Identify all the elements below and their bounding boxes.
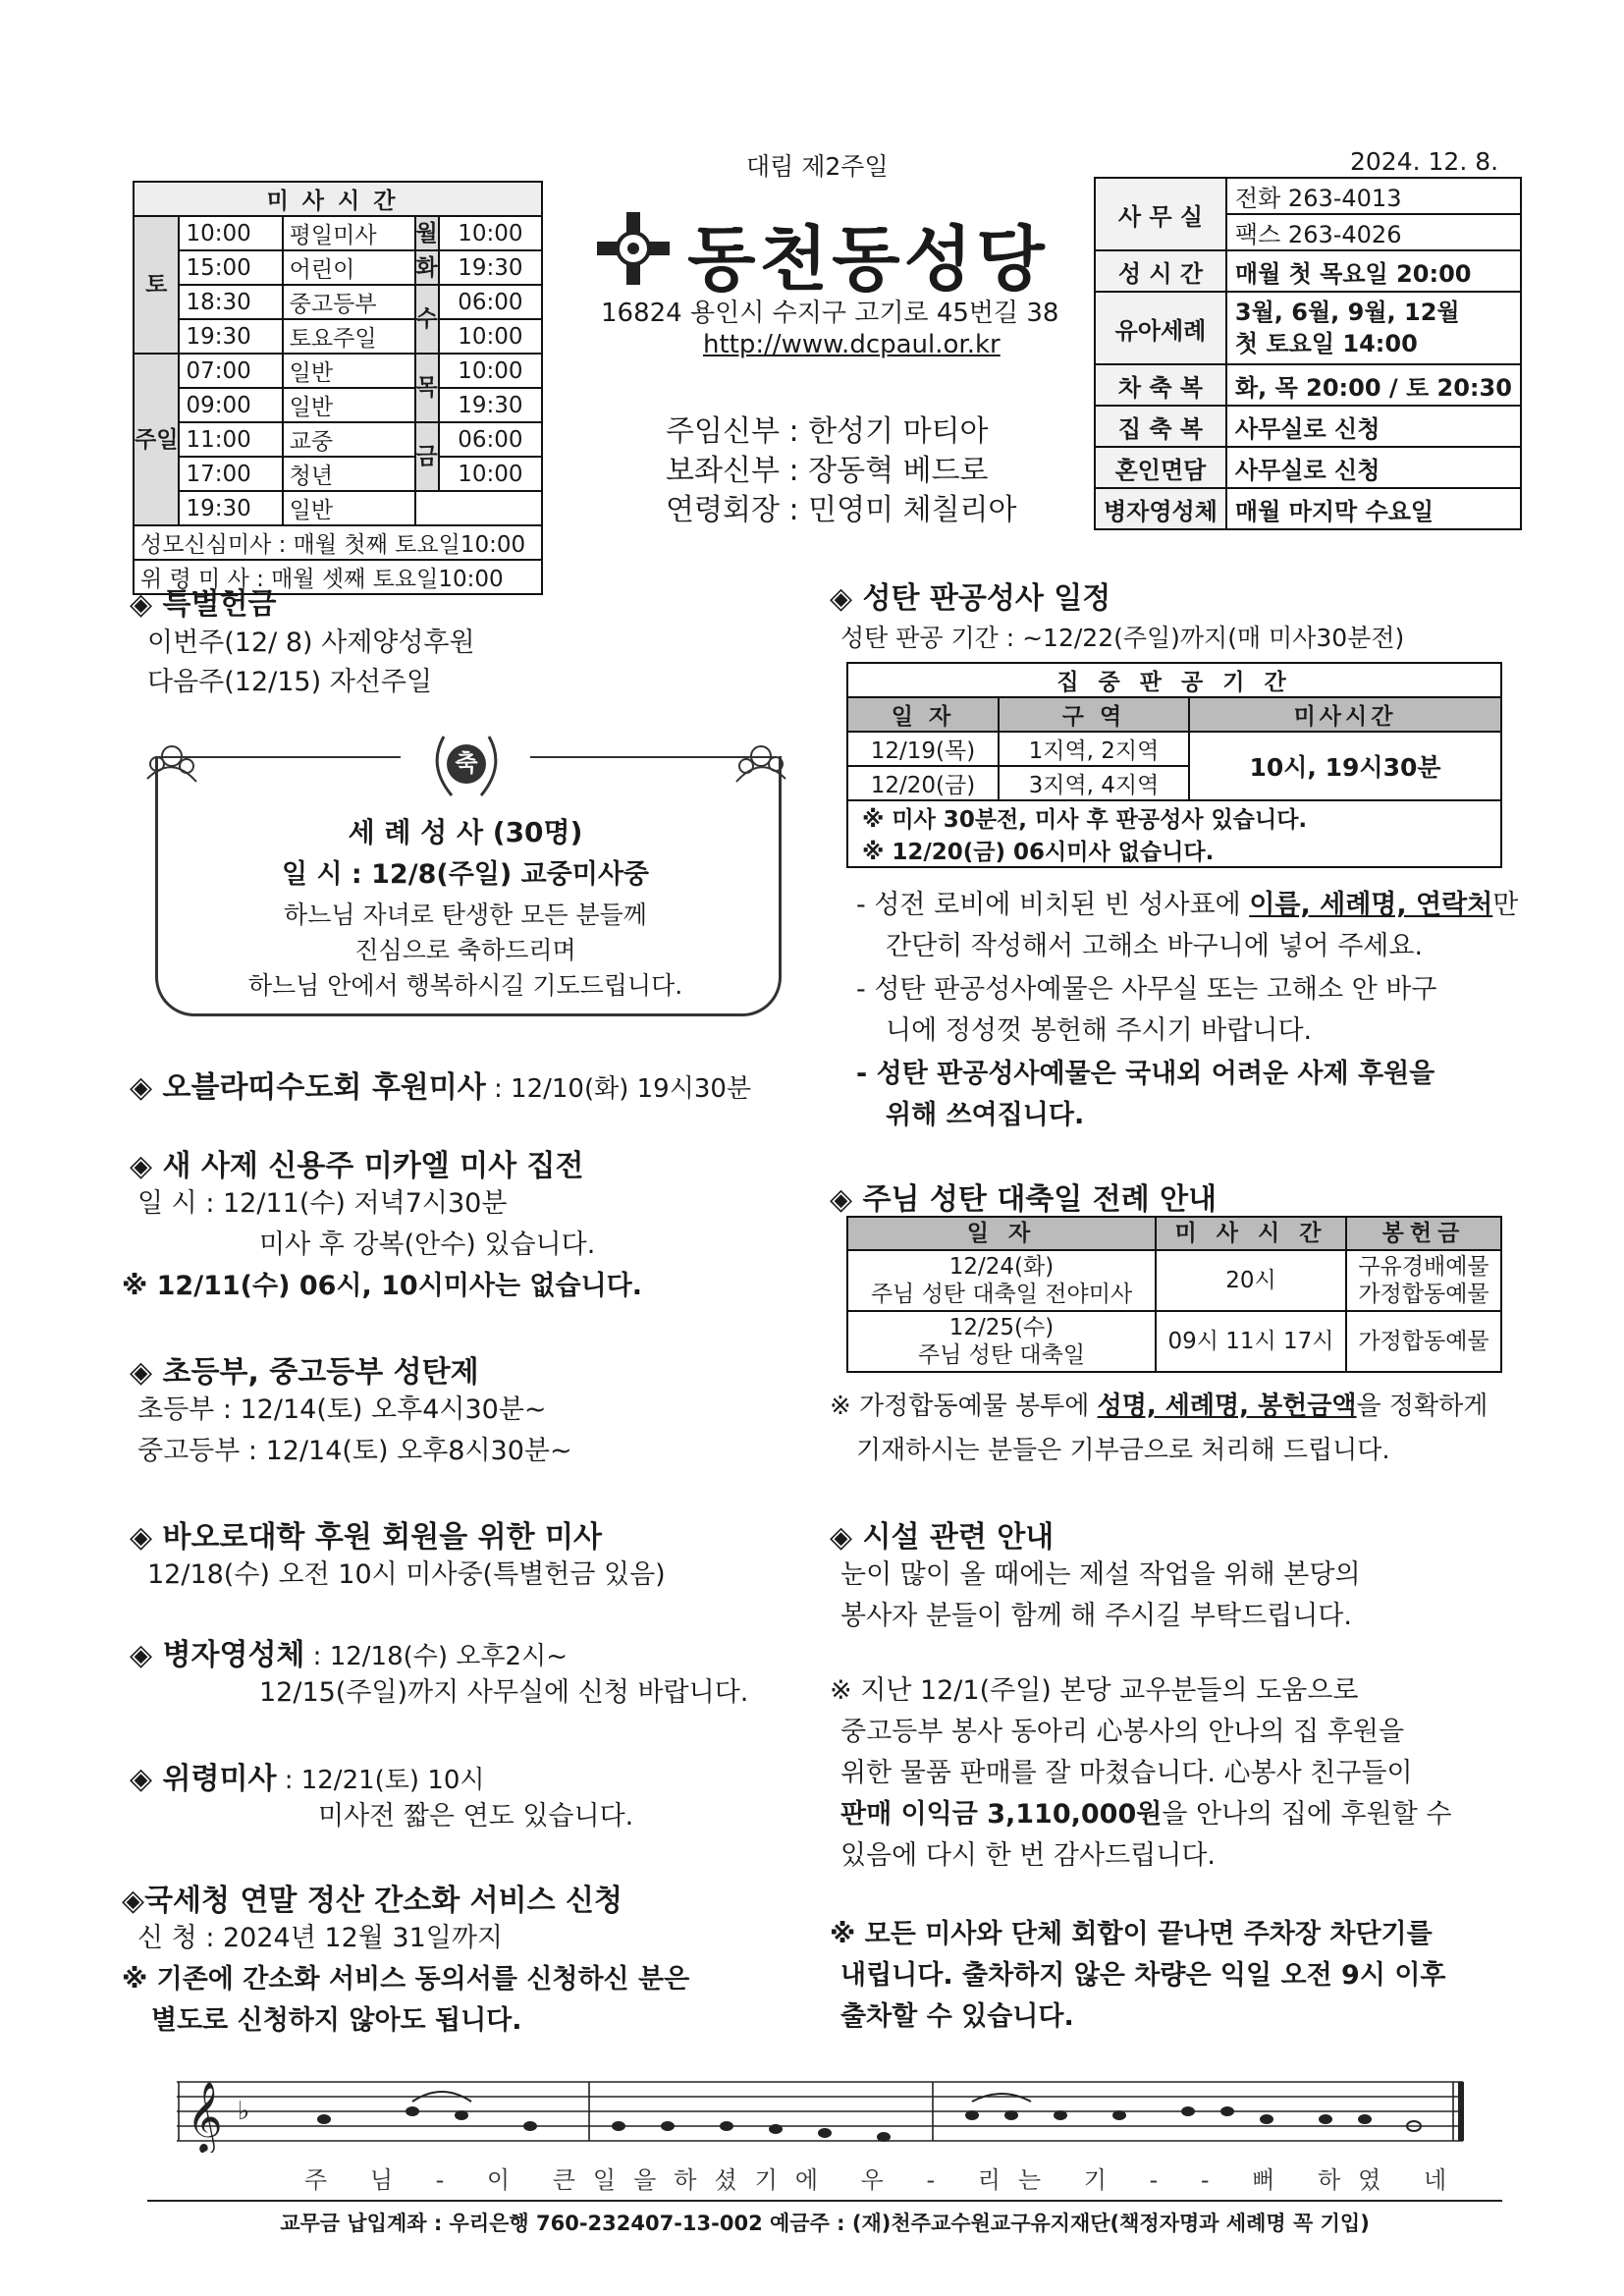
office-label: 유아세례 [1095, 292, 1226, 364]
facility-line: 판매 이익금 3,110,000원을 안나의 집에 후원할 수 [840, 1799, 1452, 1830]
sun-name: 일반 [283, 388, 415, 422]
parish-address: 16824 용인시 수지구 고기로 45번길 38 [601, 299, 1059, 328]
facility-line: 봉사자 분들이 함께 해 주시길 부탁드립니다. [840, 1601, 1352, 1631]
confession-period: 성탄 판공 기간 : ~12/22(주일)까지(매 미사30분전) [840, 624, 1405, 652]
confession-col-zone: 구 역 [999, 697, 1189, 732]
office-label: 차 축 복 [1095, 364, 1226, 406]
confession-zone: 3지역, 4지역 [999, 766, 1189, 800]
office-label: 성 시 간 [1095, 250, 1226, 292]
weekday-label: 금 [415, 422, 439, 491]
facility-line: 중고등부 봉사 동아리 心봉사의 안나의 집 후원을 [840, 1717, 1405, 1747]
confession-time: 10시, 19시30분 [1189, 732, 1501, 800]
weekday-label: 월 [415, 216, 439, 250]
footer-account: 교무금 납입계좌 : 우리은행 760-232407-13-002 예금주 : (재)천주교수원교구유지재단(책정자명과 세례명 꼭 기입) [280, 2212, 1370, 2235]
music-lyrics: 주 님 - 이 큰일을하셨기에 우 - 리는 기 - - 뻐 하였 네 [304, 2166, 1465, 2194]
sat-name: 중고등부 [283, 285, 415, 319]
liturgy-time: 20시 [1156, 1250, 1346, 1311]
sun-time: 17:00 [179, 457, 282, 491]
confession-note: ※ 12/20(금) 06시미사 없습니다. [847, 834, 1501, 867]
christmas-fest-line: 초등부 : 12/14(토) 오후4시30분~ [137, 1394, 547, 1425]
baptism-line: 하느님 안에서 행복하시길 기도드립니다. [247, 971, 683, 1000]
liturgy-col-date: 일 자 [847, 1217, 1156, 1250]
newpriest-line: 일 시 : 12/11(수) 저녁7시30분 [137, 1188, 508, 1219]
confession-bullet: - 성탄 판공성사예물은 국내외 어려운 사제 후원을 [856, 1059, 1435, 1089]
mass-footer-1: 성모신심미사 : 매월 첫째 토요일10:00 [134, 525, 542, 560]
liturgy-date: 12/25(수) 주님 성탄 대축일 [847, 1311, 1156, 1372]
paulo-line: 12/18(수) 오전 10시 미사중(특별헌금 있음) [147, 1559, 666, 1590]
confession-col-time: 미사시간 [1189, 697, 1501, 732]
weekday-time: 19:30 [439, 388, 542, 422]
newpriest-line: 미사 후 강복(안수) 있습니다. [259, 1230, 596, 1260]
newpriest-title: ◈ 새 사제 신용주 미카엘 미사 집전 [130, 1149, 584, 1183]
confession-bullet-cont: 위해 쓰여집니다. [886, 1100, 1085, 1130]
mass-caption: 미사시간 [134, 182, 542, 216]
clergy-chair: 연령회장 : 민영미 체칠리아 [666, 493, 1017, 527]
confession-bullet: - 성탄 판공성사예물은 사무실 또는 고해소 안 바구 [856, 974, 1437, 1005]
flower-right-icon [727, 725, 795, 793]
office-label: 병자영성체 [1095, 488, 1226, 529]
clergy-assistant: 보좌신부 : 장동혁 베드로 [666, 454, 989, 488]
weekday-time: 10:00 [439, 319, 542, 354]
tax-note: ※ 기존에 간소화 서비스 동의서를 신청하신 분은 [122, 1964, 690, 1995]
office-value: 매월 마지막 수요일 [1226, 488, 1521, 529]
sun-name: 일반 [283, 491, 415, 525]
sick-communion-line: 12/15(주일)까지 사무실에 신청 바랍니다. [259, 1677, 749, 1708]
weekday-time: 06:00 [439, 422, 542, 457]
tax-title: ◈국세청 연말 정산 간소화 서비스 신청 [122, 1884, 623, 1918]
office-value: 사무실로 신청 [1226, 406, 1521, 447]
music-staff-icon [177, 2072, 1473, 2153]
confession-table [846, 662, 1502, 868]
confession-title: ◈ 성탄 판공성사 일정 [830, 581, 1111, 616]
sun-time: 19:30 [179, 491, 282, 525]
sun-name: 청년 [283, 457, 415, 491]
sun-time: 09:00 [179, 388, 282, 422]
office-label: 사 무 실 [1095, 178, 1226, 250]
christmas-fest-title: ◈ 초등부, 중고등부 성탄제 [130, 1355, 479, 1390]
facility-title: ◈ 시설 관련 안내 [830, 1520, 1055, 1555]
tax-line: 신 청 : 2024년 12월 31일까지 [137, 1923, 504, 1953]
parish-logo-icon [589, 204, 677, 293]
office-label: 혼인면담 [1095, 447, 1226, 488]
memorial-title: ◈ 위령미사 : 12/21(토) 10시 [130, 1762, 485, 1796]
sun-time: 11:00 [179, 422, 282, 457]
special-offering-line: 다음주(12/15) 자선주일 [147, 667, 433, 697]
tax-note: 별도로 신청하지 않아도 됩니다. [151, 2005, 522, 2036]
parking-note: 출차할 수 있습니다. [840, 2001, 1074, 2032]
baptism-title: 세 례 성 사 (30명) [348, 816, 583, 848]
parish-url-link[interactable]: http://www.dcpaul.or.kr [703, 330, 1001, 359]
mass-footer-2: 위 령 미 사 : 매월 셋째 토요일10:00 [134, 560, 542, 594]
confession-bullet-cont: 간단히 작성해서 고해소 바구니에 넣어 주세요. [886, 931, 1424, 961]
confession-col-date: 일 자 [847, 697, 999, 732]
confession-zone: 1지역, 2지역 [999, 732, 1189, 766]
facility-line: ※ 지난 12/1(주일) 본당 교우분들의 도움으로 [830, 1675, 1359, 1706]
mass-times-table [133, 181, 543, 595]
liturgy-note-cont: 기재하시는 분들은 기부금으로 처리해 드립니다. [856, 1436, 1390, 1465]
flower-left-icon [137, 725, 206, 793]
liturgy-col-time: 미 사 시 간 [1156, 1217, 1346, 1250]
weekday-time: 10:00 [439, 457, 542, 491]
clergy-pastor: 주임신부 : 한성기 마티아 [666, 414, 989, 449]
sat-name: 평일미사 [283, 216, 415, 250]
baptism-badge: 축 [455, 749, 478, 777]
weekday-label: 화 [415, 250, 439, 285]
office-value: 사무실로 신청 [1226, 447, 1521, 488]
confession-bullet-cont: 니에 정성껏 봉헌해 주시기 바랍니다. [886, 1015, 1313, 1046]
sat-time: 10:00 [179, 216, 282, 250]
sat-time: 15:00 [179, 250, 282, 285]
issue-date: 2024. 12. 8. [1350, 147, 1499, 176]
parking-note: 내립니다. 출차하지 않은 차량은 익일 오전 9시 이후 [840, 1960, 1446, 1991]
parking-note: ※ 모든 미사와 단체 회합이 끝나면 주차장 차단기를 [830, 1919, 1433, 1949]
confession-note: ※ 미사 30분전, 미사 후 판공성사 있습니다. [847, 800, 1501, 834]
baptism-date: 일 시 : 12/8(주일) 교중미사중 [281, 859, 650, 890]
liturgy-offering: 가정합동예물 [1346, 1311, 1501, 1372]
newpriest-note: ※ 12/11(수) 06시, 10시미사는 없습니다. [122, 1271, 643, 1301]
baptism-line: 하느님 자녀로 탄생한 모든 분들께 [284, 901, 647, 929]
sat-time: 18:30 [179, 285, 282, 319]
clergy-list [666, 412, 1017, 530]
office-value: 매월 첫 목요일 20:00 [1226, 250, 1521, 292]
weekday-label: 수 [415, 285, 439, 354]
confession-date: 12/19(목) [847, 732, 999, 766]
svg-text:♭: ♭ [238, 2097, 250, 2126]
office-value: 화, 목 20:00 / 토 20:30 [1226, 364, 1521, 406]
confession-table-title: 집 중 판 공 기 간 [847, 663, 1501, 697]
sick-communion-title: ◈ 병자영성체 : 12/18(수) 오후2시~ [130, 1638, 568, 1672]
confession-bullet: - 성전 로비에 비치된 빈 성사표에 이름, 세례명, 연락처만 [856, 890, 1519, 920]
paulo-title: ◈ 바오로대학 후원 회원을 위한 미사 [130, 1520, 603, 1555]
christmas-fest-line: 중고등부 : 12/14(토) 오후8시30분~ [137, 1436, 572, 1466]
special-offering-title: ◈ 특별헌금 [130, 587, 277, 622]
oblati-title: ◈ 오블라띠수도회 후원미사 : 12/10(화) 19시30분 [130, 1070, 752, 1105]
facility-line: 있음에 다시 한 번 감사드립니다. [840, 1840, 1216, 1871]
sat-time: 19:30 [179, 319, 282, 354]
baptism-line: 진심으로 축하드리며 [354, 936, 576, 964]
memorial-line: 미사전 짧은 연도 있습니다. [318, 1801, 634, 1831]
liturgy-offering: 구유경배예물 가정합동예물 [1346, 1250, 1501, 1311]
sun-name: 일반 [283, 354, 415, 388]
sun-name: 교중 [283, 422, 415, 457]
sunday-label: 대림 제2주일 [746, 152, 889, 181]
liturgy-time: 09시 11시 17시 [1156, 1311, 1346, 1372]
sun-label: 주일 [134, 354, 179, 525]
weekday-time: 10:00 [439, 216, 542, 250]
confession-date: 12/20(금) [847, 766, 999, 800]
parish-name: 동천동성당 [687, 218, 1049, 301]
liturgy-table [846, 1216, 1502, 1373]
footer-divider [147, 2200, 1502, 2202]
sat-name: 어린이 [283, 250, 415, 285]
weekday-time: 19:30 [439, 250, 542, 285]
facility-line: 눈이 많이 올 때에는 제설 작업을 위해 본당의 [840, 1559, 1361, 1590]
special-offering-line: 이번주(12/ 8) 사제양성후원 [147, 628, 475, 658]
weekday-label: 목 [415, 354, 439, 422]
liturgy-date: 12/24(화) 주님 성탄 대축일 전야미사 [847, 1250, 1156, 1311]
sat-name: 토요주일 [283, 319, 415, 354]
office-label: 집 축 복 [1095, 406, 1226, 447]
office-info-table [1094, 177, 1522, 530]
weekday-time: 10:00 [439, 354, 542, 388]
facility-line: 위한 물품 판매를 잘 마쳤습니다. 心봉사 친구들이 [840, 1758, 1413, 1788]
office-value: 3월, 6월, 9월, 12월 첫 토요일 14:00 [1226, 292, 1521, 364]
office-phone: 전화 263-4013 [1226, 178, 1521, 214]
liturgy-title: ◈ 주님 성탄 대축일 전례 안내 [830, 1182, 1218, 1217]
svg-text:𝄞: 𝄞 [187, 2080, 223, 2152]
sat-label: 토 [134, 216, 179, 354]
liturgy-note: ※ 가정합동예물 봉투에 성명, 세례명, 봉헌금액을 정확하게 [830, 1392, 1489, 1421]
sun-time: 07:00 [179, 354, 282, 388]
office-fax: 팩스 263-4026 [1226, 214, 1521, 250]
liturgy-col-offering: 봉헌금 [1346, 1217, 1501, 1250]
weekday-time: 06:00 [439, 285, 542, 319]
